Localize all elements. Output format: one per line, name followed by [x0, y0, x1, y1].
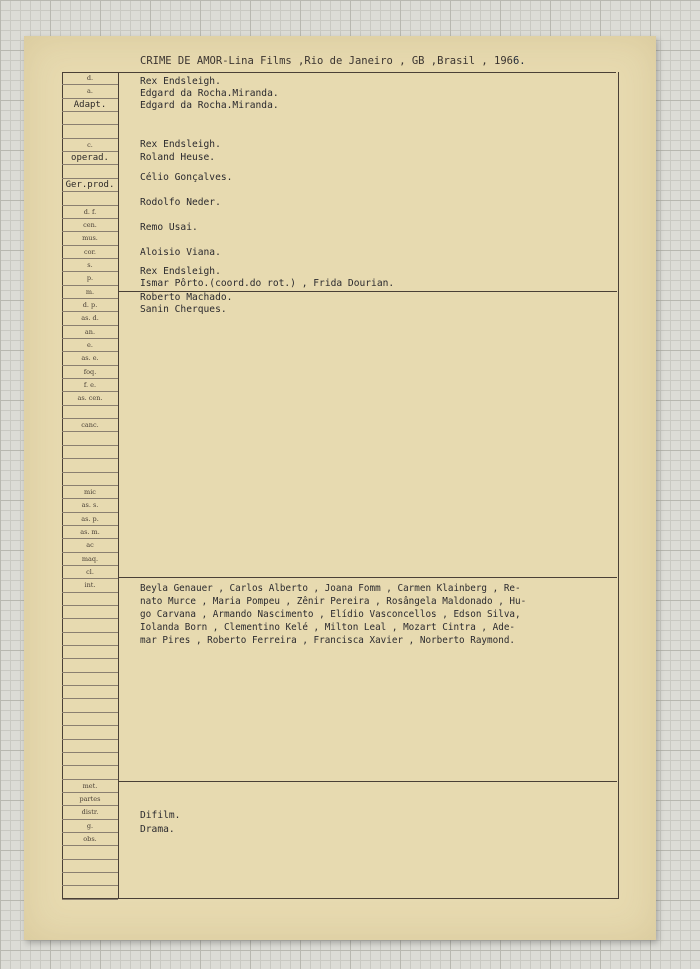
field-label: s.: [62, 259, 118, 272]
field-label: an.: [62, 326, 118, 339]
credit-assistant-director: Sanin Cherques.: [140, 304, 227, 315]
cast-line: mar Pires , Roberto Ferreira , Francisca Xavier , Norberto Raymond.: [140, 635, 516, 646]
credit-argument: Edgard da Rocha.Miranda.: [140, 88, 279, 99]
field-label: [62, 165, 118, 178]
field-label: [62, 606, 118, 619]
field-label: [62, 473, 118, 486]
field-label: [62, 846, 118, 859]
field-label: m.: [62, 286, 118, 299]
field-label: [62, 633, 118, 646]
field-label: [62, 112, 118, 125]
field-label: cl.: [62, 566, 118, 579]
field-label: p.: [62, 272, 118, 285]
field-label: [62, 686, 118, 699]
credit-music: Remo Usai.: [140, 222, 198, 233]
field-label: [62, 192, 118, 205]
field-label: mus.: [62, 232, 118, 245]
field-label: [62, 646, 118, 659]
field-label: [62, 446, 118, 459]
field-label: foq.: [62, 366, 118, 379]
cast-line: Beyla Genauer , Carlos Alberto , Joana Fomm , Carmen Klainberg , Re-: [140, 583, 521, 594]
cast-line: go Carvana , Armando Nascimento , Elídio Vasconcellos , Edson Silva,: [140, 609, 521, 620]
field-label: as. m.: [62, 526, 118, 539]
credit-director: Rex Endsleigh.: [140, 76, 221, 87]
field-label: [62, 860, 118, 873]
field-label: d. f.: [62, 206, 118, 219]
field-label: [62, 125, 118, 138]
credit-camera: Rex Endsleigh.: [140, 139, 221, 150]
production-info: -Lina Films ,Rio de Janeiro , GB ,Brasil , 196: [222, 55, 513, 67]
credit-operator: Roland Heuse.: [140, 152, 216, 163]
credit-photography-director: Rodolfo Neder.: [140, 197, 221, 208]
cast-line: Iolanda Born , Clementino Kelé , Milton Leal , Mozart Cintra , Ade-: [140, 622, 516, 633]
field-label: obs.: [62, 833, 118, 846]
credit-screenplay: Ismar Pôrto.(coord.do rot.) , Frida Dourian.: [140, 278, 395, 289]
field-label: mic: [62, 486, 118, 499]
field-label: [62, 459, 118, 472]
field-label: as. p.: [62, 513, 118, 526]
field-label: cen.: [62, 219, 118, 232]
field-label: as. cen.: [62, 392, 118, 405]
field-label: a.: [62, 85, 118, 98]
field-label: [62, 886, 118, 899]
field-label: int.: [62, 579, 118, 592]
distributor-value: Difilm.: [140, 810, 181, 821]
field-label: [62, 619, 118, 632]
label-column: [62, 72, 119, 899]
credit-sound: Aloisio Viana.: [140, 247, 221, 258]
field-label: met.: [62, 780, 118, 793]
field-label: ac: [62, 539, 118, 552]
field-label: [62, 406, 118, 419]
field-label: as. e.: [62, 352, 118, 365]
credit-production-director: Roberto Machado.: [140, 292, 233, 303]
field-label: [62, 766, 118, 779]
field-label: Adapt.: [62, 99, 118, 112]
field-label: distr.: [62, 806, 118, 819]
field-label: maq.: [62, 553, 118, 566]
cast-line: nato Murce , Maria Pompeu , Zênir Pereira , Rosângela Maldonado , Hu-: [140, 596, 527, 607]
field-label: [62, 753, 118, 766]
field-label: as. d.: [62, 312, 118, 325]
credit-production-manager: Célio Gonçalves.: [140, 172, 233, 183]
field-label: d. p.: [62, 299, 118, 312]
cast-block: [140, 582, 618, 647]
year-handwritten-suffix: 6.: [512, 55, 526, 67]
field-label: [62, 713, 118, 726]
genre-value: Drama.: [140, 824, 175, 835]
field-label: [62, 593, 118, 606]
field-label: [62, 699, 118, 712]
field-label: as. s.: [62, 499, 118, 512]
field-label: partes: [62, 793, 118, 806]
field-label: [62, 432, 118, 445]
field-label: Ger.prod.: [62, 179, 118, 192]
card-header: [140, 55, 640, 67]
field-label: cor.: [62, 246, 118, 259]
credit-producer: Rex Endsleigh.: [140, 266, 221, 277]
field-label: [62, 659, 118, 672]
field-label: c.: [62, 139, 118, 152]
field-label: [62, 726, 118, 739]
field-label: [62, 740, 118, 753]
film-title: CRIME DE AMOR: [140, 55, 223, 67]
credit-adaptation: Edgard da Rocha.Miranda.: [140, 100, 279, 111]
field-label: g.: [62, 820, 118, 833]
film-index-card: [24, 36, 656, 940]
field-label: [62, 673, 118, 686]
field-label: f. e.: [62, 379, 118, 392]
field-label: e.: [62, 339, 118, 352]
field-label: operad.: [62, 152, 118, 165]
field-label: d.: [62, 72, 118, 85]
field-label: [62, 873, 118, 886]
section-divider-cast: [118, 577, 617, 578]
section-divider-footer: [118, 781, 617, 782]
field-label: canc.: [62, 419, 118, 432]
